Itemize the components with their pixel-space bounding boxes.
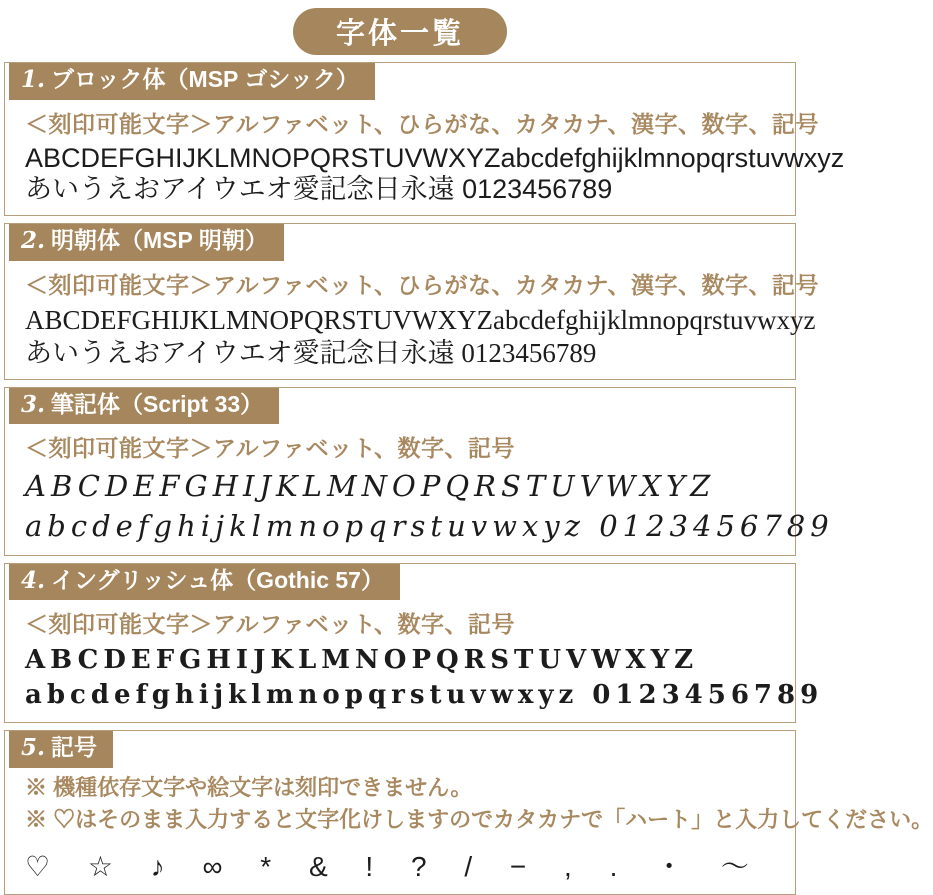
section-english-blackletter	[4, 563, 824, 724]
section-number: 4.	[21, 566, 46, 594]
section-header-bar	[9, 224, 284, 261]
section-title: 筆記体（Script 33）	[51, 390, 264, 417]
section-block-gothic	[4, 62, 845, 216]
engravable-chars-label: ＜刻印可能文字＞アルファベット、ひらがな、カタカナ、漢字、数字、記号	[25, 110, 819, 137]
section-header-bar	[9, 564, 400, 601]
section-title: 明朝体（MSP 明朝）	[51, 227, 268, 254]
section-content	[5, 600, 824, 722]
section-number: 5.	[21, 734, 46, 762]
section-number: 2.	[21, 227, 46, 255]
section-title: 記号	[51, 734, 98, 761]
symbols-sample-line: ♡ ☆ ♪ ∞ * & ! ? / − , . ・ ～	[25, 850, 764, 882]
section-mincho	[4, 223, 819, 379]
page-title-label: 字体一覧	[335, 18, 464, 50]
page-title	[293, 8, 507, 55]
engravable-chars-label: ＜刻印可能文字＞アルファベット、数字、記号	[25, 611, 516, 638]
section-title: イングリッシュ体（Gothic 57）	[51, 566, 384, 593]
section-title: ブロック体（MSP ゴシック）	[51, 66, 359, 92]
sample-line-lowercase-digits: abcdefghijklmnopqrstuvwxyz 0123456789	[25, 680, 824, 711]
section-content	[5, 768, 933, 894]
engravable-chars-label: ＜刻印可能文字＞アルファベット、ひらがな、カタカナ、漢字、数字、記号	[25, 271, 819, 298]
sample-line-latin: ABCDEFGHIJKLMNOPQRSTUVWXYZabcdefghijklmnopqrstuvwxyz	[25, 304, 816, 335]
sample-line-lowercase-digits: abcdefghijklmnopqrstuvwxyz 0123456789	[25, 508, 834, 543]
engravable-chars-label: ＜刻印可能文字＞アルファベット、数字、記号	[25, 435, 516, 462]
note-heart-input: ※ ♡はそのまま入力すると文字化けしますのでカタカナで「ハート」と入力してください。	[25, 806, 933, 832]
note-machine-dependent: ※ 機種依存文字や絵文字は刻印できません。	[25, 775, 473, 801]
sample-line-kana-digits: あいうえおアイウエオ愛記念日永遠 0123456789	[25, 337, 597, 368]
sample-line-kana-digits: あいうえおアイウエオ愛記念日永遠 0123456789	[25, 174, 613, 205]
section-content	[5, 261, 819, 379]
section-header-bar	[9, 388, 279, 425]
section-script	[4, 387, 834, 556]
section-content	[5, 424, 834, 554]
section-content	[5, 100, 845, 216]
section-symbols	[4, 730, 933, 894]
sample-line-latin: ABCDEFGHIJKLMNOPQRSTUVWXYZabcdefghijklmnopqrstuvwxyz	[25, 142, 845, 173]
section-number: 1.	[21, 66, 46, 93]
section-header-bar	[9, 731, 113, 768]
sample-line-uppercase: ABCDEFGHIJKLMNOPQRSTUVWXYZ	[25, 469, 716, 504]
section-header-bar	[9, 63, 375, 100]
section-number: 3.	[21, 390, 46, 418]
sample-line-uppercase: ABCDEFGHIJKLMNOPQRSTUVWXYZ	[25, 645, 699, 676]
